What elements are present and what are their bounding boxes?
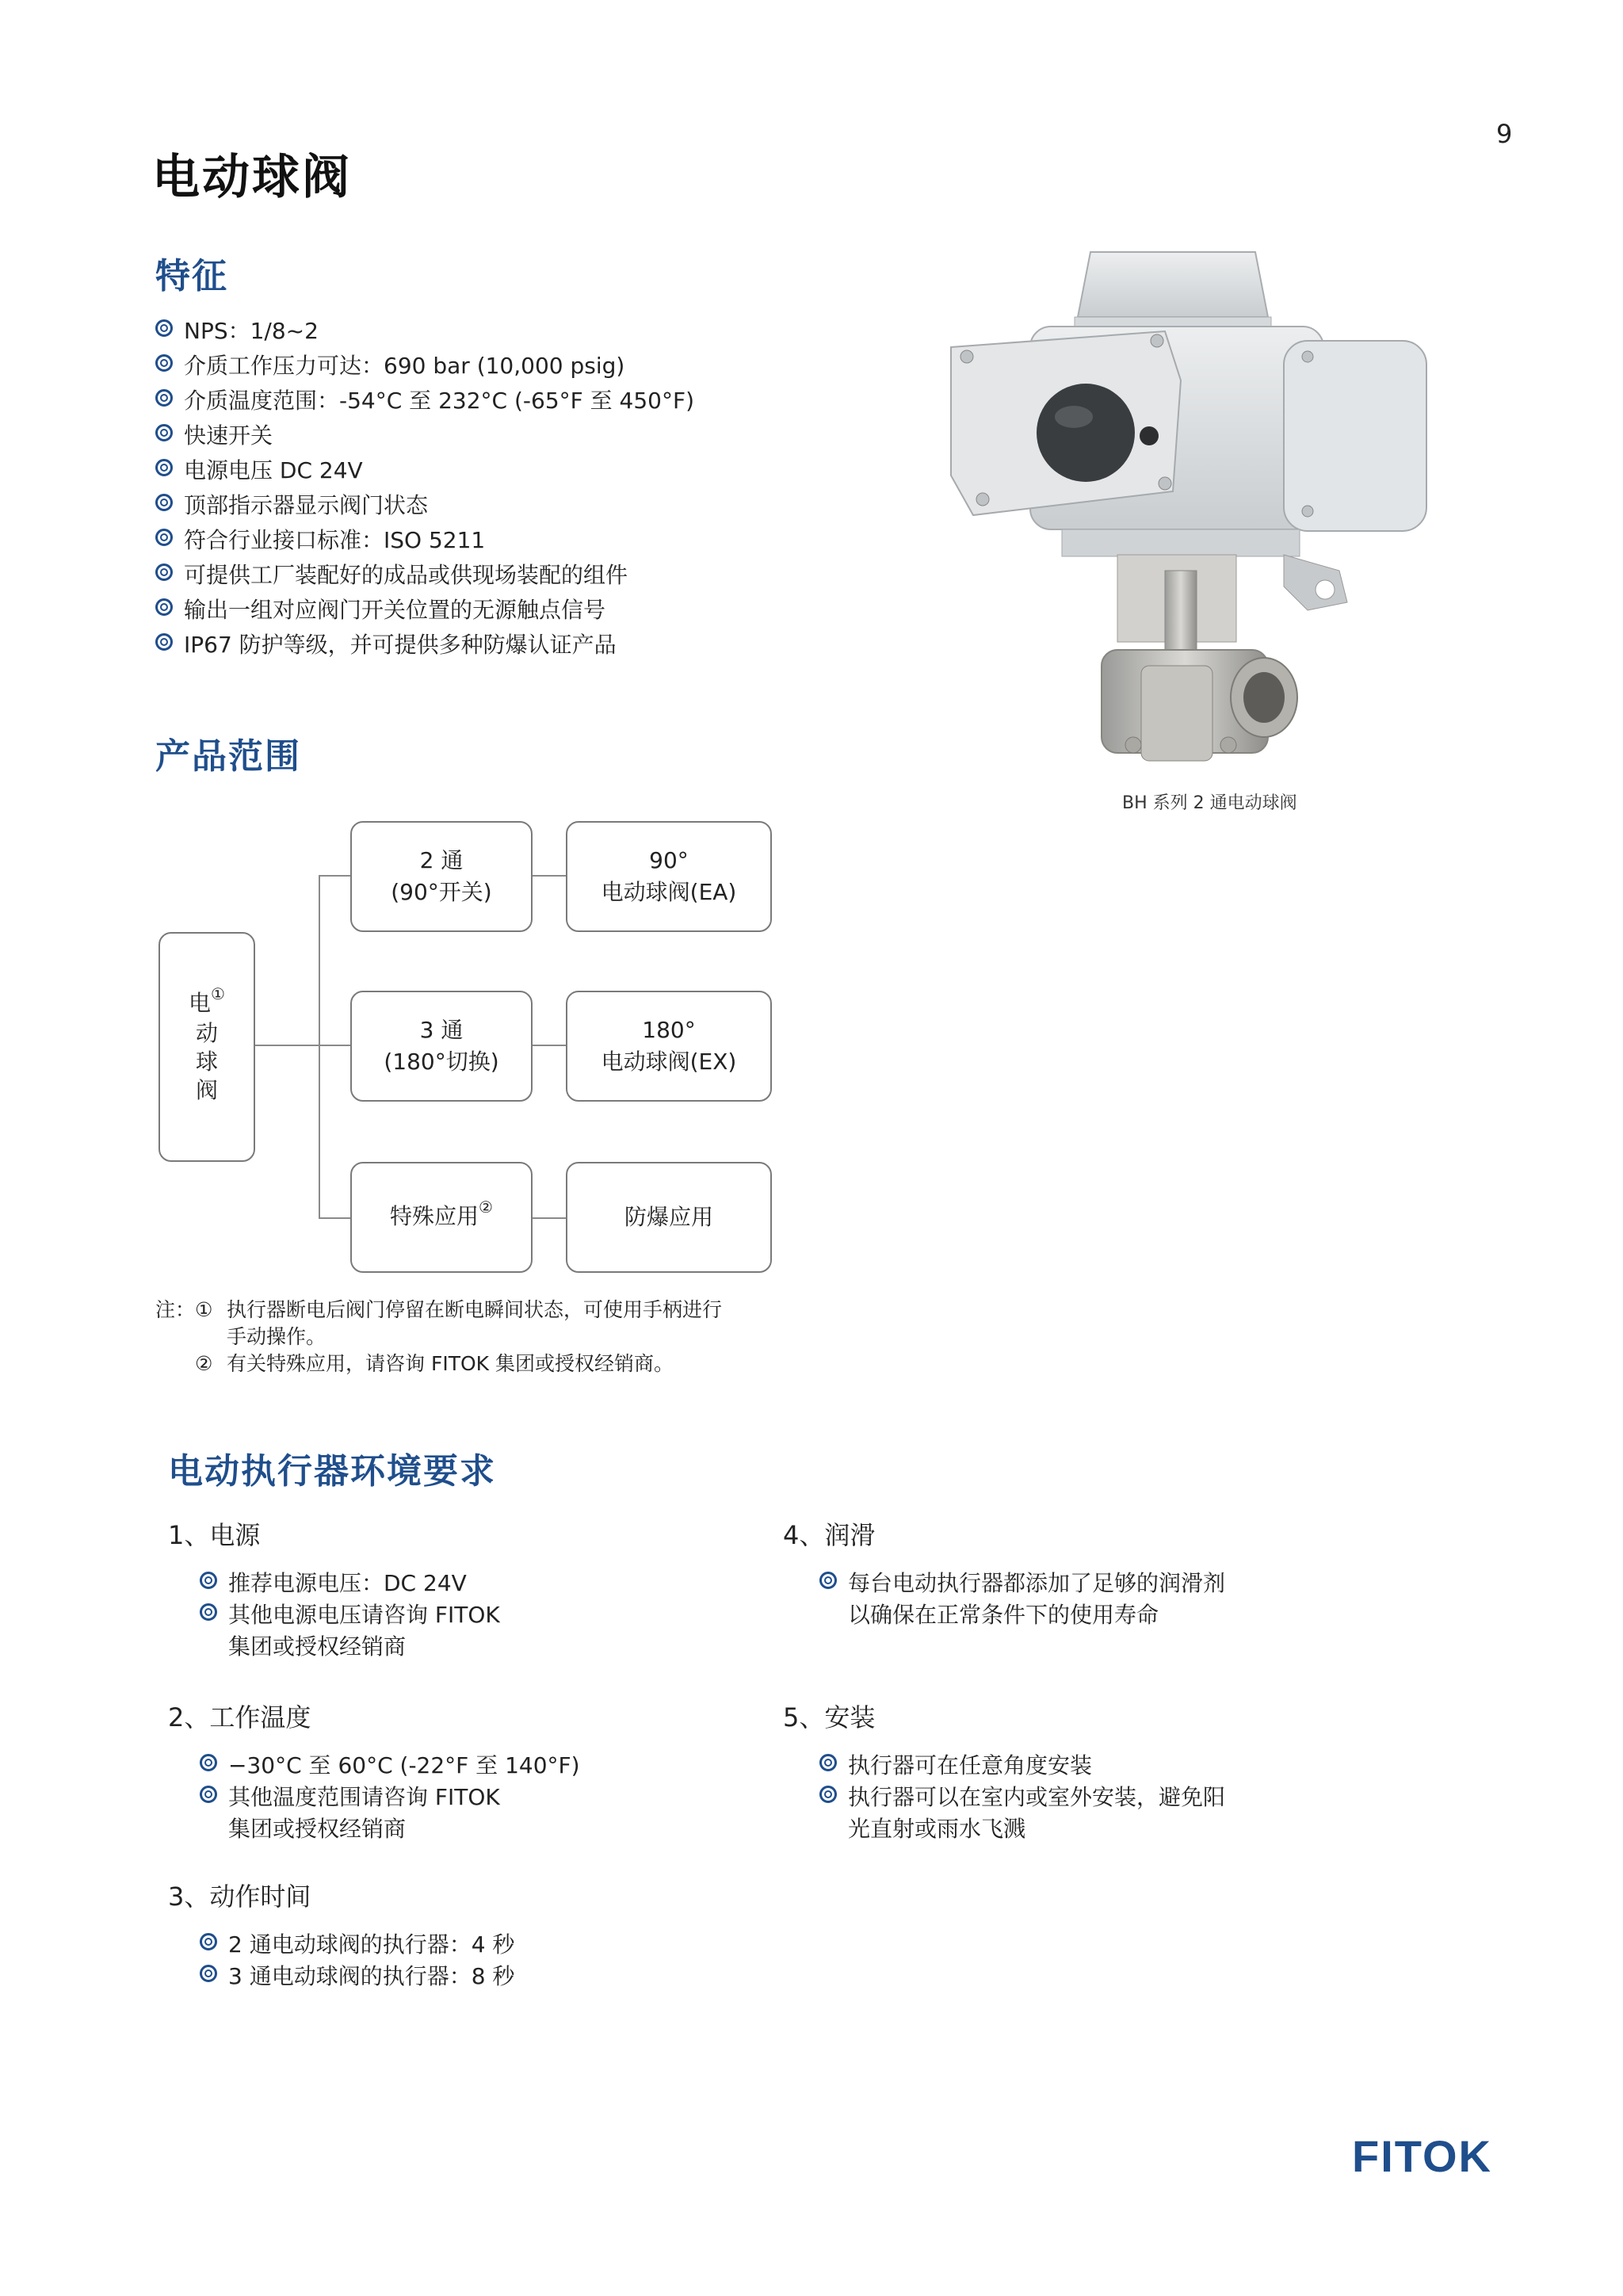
bullet-ring-icon	[155, 633, 173, 651]
connector-line	[533, 1045, 571, 1046]
env-list-installation: 执行器可在任意角度安装 执行器可以在室内或室外安装，避免阳 光直射或雨水飞溅	[819, 1750, 1327, 1845]
env-section-heading: 4、润滑	[783, 1520, 876, 1550]
bullet-ring-icon	[200, 1933, 217, 1950]
root-char: 球	[195, 1049, 218, 1075]
bullet-ring-icon	[819, 1572, 837, 1589]
note-mark: ①	[211, 984, 225, 1003]
feature-item: 快速开关	[155, 420, 694, 455]
env-section-heading: 3、动作时间	[168, 1881, 311, 1912]
product-photo	[935, 238, 1442, 785]
env-item: 推荐电源电压：DC 24V	[200, 1568, 643, 1599]
environment-heading: 电动执行器环境要求	[168, 1451, 496, 1492]
range-box-3way: 3 通 (180°切换)	[350, 991, 533, 1102]
bullet-ring-icon	[155, 389, 173, 407]
logo-text: FITOK	[1352, 2132, 1492, 2179]
note-label: 注：	[155, 1298, 196, 1321]
root-char: 阀	[195, 1077, 218, 1103]
range-box-special: 特殊应用②	[350, 1162, 533, 1273]
feature-item: 电源电压 DC 24V	[155, 455, 694, 490]
photo-caption: BH 系列 2 通电动球阀	[1122, 793, 1297, 813]
note-mark: ②	[479, 1198, 493, 1217]
env-section-heading: 1、电源	[168, 1520, 261, 1550]
bullet-ring-icon	[819, 1754, 837, 1771]
range-box-ea: 90° 电动球阀(EA)	[566, 821, 772, 932]
env-item: 2 通电动球阀的执行器：4 秒	[200, 1929, 643, 1961]
bullet-ring-icon	[200, 1965, 217, 1982]
fitok-logo	[1352, 2132, 1518, 2179]
feature-item: 顶部指示器显示阀门状态	[155, 490, 694, 525]
bullet-ring-icon	[155, 494, 173, 511]
feature-item: 介质温度范围：-54°C 至 232°C (-65°F 至 450°F)	[155, 385, 694, 420]
env-section-heading: 2、工作温度	[168, 1702, 311, 1733]
range-box-ex: 180° 电动球阀(EX)	[566, 991, 772, 1102]
range-root-box	[158, 932, 255, 1162]
bullet-ring-icon	[200, 1603, 217, 1621]
env-item: 每台电动执行器都添加了足够的润滑剂	[819, 1568, 1327, 1599]
bullet-ring-icon	[155, 563, 173, 581]
env-item: 执行器可在任意角度安装	[819, 1750, 1327, 1782]
connector-line	[533, 875, 571, 877]
range-box-2way: 2 通 (90°开关)	[350, 821, 533, 932]
root-char: 电①	[189, 984, 225, 1016]
range-notes: 注： ① 执行器断电后阀门停留在断电瞬间状态，可使用手柄进行 手动操作。 ② 有关特殊应用，请咨询 FITOK 集团或授权经销商。	[155, 1297, 869, 1377]
bullet-ring-icon	[155, 424, 173, 441]
bullet-ring-icon	[200, 1786, 217, 1803]
feature-item: 介质工作压力可达：690 bar (10,000 psig)	[155, 350, 694, 385]
env-section-heading: 5、安装	[783, 1702, 876, 1733]
page-number: 9	[1496, 119, 1513, 149]
env-item: 其他电源电压请咨询 FITOK	[200, 1599, 643, 1631]
range-heading: 产品范围	[155, 736, 301, 777]
connector-line	[255, 1045, 320, 1046]
note-item: ② 有关特殊应用，请咨询 FITOK 集团或授权经销商。	[195, 1352, 674, 1375]
feature-item: 可提供工厂装配好的成品或供现场装配的组件	[155, 560, 694, 594]
note-item: 注： ① 执行器断电后阀门停留在断电瞬间状态，可使用手柄进行	[155, 1297, 869, 1324]
bullet-ring-icon	[155, 598, 173, 616]
feature-item: 输出一组对应阀门开关位置的无源触点信号	[155, 594, 694, 629]
root-char: 动	[195, 1020, 218, 1046]
feature-item: NPS：1/8~2	[155, 315, 694, 350]
bullet-ring-icon	[819, 1786, 837, 1803]
env-item: −30°C 至 60°C (-22°F 至 140°F)	[200, 1750, 643, 1782]
features-list	[155, 315, 694, 664]
range-box-explosion-proof: 防爆应用	[566, 1162, 772, 1273]
env-list-power: 推荐电源电压：DC 24V 其他电源电压请咨询 FITOK 集团或授权经销商	[200, 1568, 643, 1663]
bullet-ring-icon	[200, 1754, 217, 1771]
connector-line	[319, 875, 320, 1217]
env-list-action-time	[200, 1929, 643, 1992]
bullet-ring-icon	[155, 459, 173, 476]
product-range-diagram	[151, 808, 785, 1284]
connector-line	[533, 1217, 571, 1219]
bullet-ring-icon	[155, 354, 173, 372]
bullet-ring-icon	[155, 529, 173, 546]
features-heading: 特征	[155, 256, 228, 296]
bullet-ring-icon	[155, 319, 173, 337]
page-title: 电动球阀	[152, 150, 352, 205]
feature-item: IP67 防护等级，并可提供多种防爆认证产品	[155, 629, 694, 664]
env-item: 其他温度范围请咨询 FITOK	[200, 1782, 643, 1813]
env-item: 3 通电动球阀的执行器：8 秒	[200, 1961, 643, 1992]
env-list-lubrication: 每台电动执行器都添加了足够的润滑剂 以确保在正常条件下的使用寿命	[819, 1568, 1327, 1631]
env-list-temperature: −30°C 至 60°C (-22°F 至 140°F) 其他温度范围请咨询 FITOK 集团或授权经销商	[200, 1750, 643, 1845]
env-item: 执行器可以在室内或室外安装，避免阳	[819, 1782, 1327, 1813]
bullet-ring-icon	[200, 1572, 217, 1589]
feature-item: 符合行业接口标准：ISO 5211	[155, 525, 694, 560]
